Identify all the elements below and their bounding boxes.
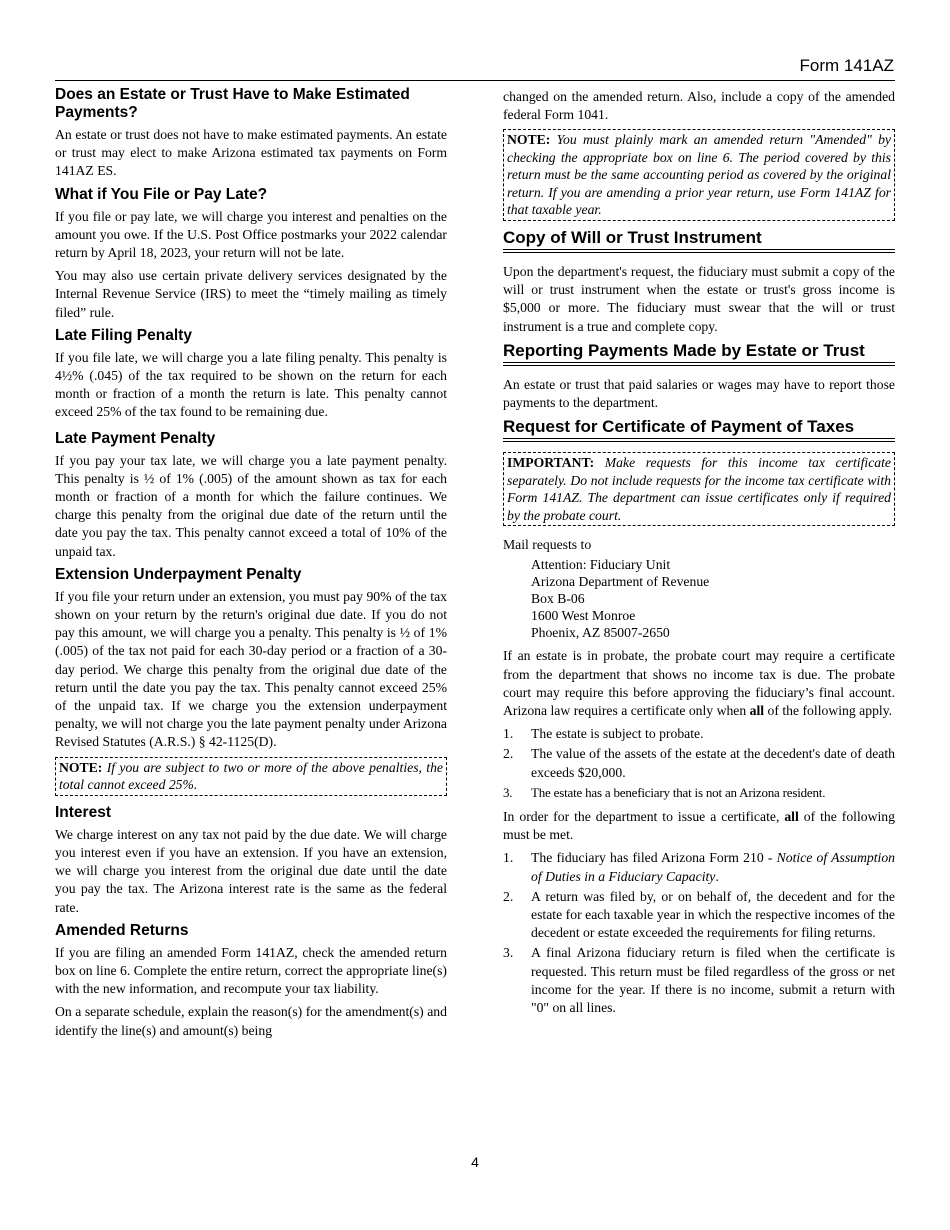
paragraph-reporting-payments: An estate or trust that paid salaries or wages may have to report those payments to the department.: [503, 376, 895, 410]
list-number: 1.: [503, 726, 514, 742]
probate-text-end: of the following apply.: [767, 702, 893, 718]
list-item: [503, 784, 895, 802]
mail-intro: Mail requests to: [503, 537, 592, 553]
list-number: 3.: [503, 784, 513, 800]
heading-amended-returns: Amended Returns: [55, 921, 189, 939]
address-line: 1600 West Monroe: [531, 608, 636, 624]
paragraph-probate: [503, 647, 895, 720]
note-label: NOTE:: [507, 132, 551, 148]
certificate-requirements-list: [503, 849, 895, 1017]
header-rule: [55, 80, 895, 81]
heading-file-or-pay-late: What if You File or Pay Late?: [55, 185, 268, 203]
list-item: [503, 849, 895, 885]
important-label: IMPORTANT:: [507, 455, 595, 471]
address-line: Attention: Fiduciary Unit: [531, 557, 671, 573]
heading-extension-underpayment-penalty: Extension Underpayment Penalty: [55, 565, 302, 583]
list-number: 1.: [503, 850, 514, 866]
form-title: Form 141AZ: [799, 56, 894, 75]
list-number: 2.: [503, 746, 514, 762]
address-line: Phoenix, AZ 85007-2650: [531, 625, 670, 641]
heading-copy-of-will: Copy of Will or Trust Instrument: [503, 229, 895, 253]
important-certificate-note: [503, 452, 895, 526]
note-text: You must plainly mark an amended return "Amended" by checking the appropriate box on line 6. The period covered by this return must be the same accounting period as covered by the original return. If you are amending a prior year return, use Form 141AZ for that taxable year.: [507, 132, 892, 218]
list-item: [503, 944, 895, 1017]
paragraph-certificate-requirements: [503, 808, 895, 844]
address-line: Box B-06: [531, 591, 585, 607]
paragraph-late-payment-penalty: If you pay your tax late, we will charge you a late payment penalty. This penalty is ½ of 1% (.005) of the amount shown as tax for each month or fraction of a month for which the failure continues. We charge this penalty from the original due date of the return until the date you pay the tax. This penalty cannot exceed a total of 10% of the unpaid tax.: [55, 452, 447, 559]
list-item-text: A return was filed by, or on behalf of, the decedent and for the estate for each taxable year in which the respective incomes of the decedent or estate exceeded the requirements for filing returns.: [531, 888, 895, 941]
heading-certificate-request: Request for Certificate of Payment of Taxes: [503, 418, 895, 442]
paragraph-copy-of-will: Upon the department's request, the fiduciary must submit a copy of the will or trust instrument when the estate or trust's gross income is $5,000 or more. The fiduciary must swear that the will or trust instrument is a true and complete copy.: [503, 263, 895, 334]
paragraph-amended-2: On a separate schedule, explain the reason(s) for the amendment(s) and identify the line(s) and amount(s) being: [55, 1004, 447, 1038]
heading-estimated-payments: Does an Estate or Trust Have to Make Estimated Payments?: [55, 86, 410, 121]
list-item-text: The fiduciary has filed Arizona Form 210 -: [531, 850, 773, 866]
paragraph-late-2: You may also use certain private delivery services designated by the Internal Revenue Service (IRS) to meet the “timely mailing as timely filed” rule.: [55, 268, 447, 320]
probate-conditions-list: [503, 725, 895, 802]
paragraph-late-1: If you file or pay late, we will charge you interest and penalties on the amount you owe. If the U.S. Post Office postmarks your 2022 calendar return by April 18, 2023, your return will not be late.: [55, 208, 447, 261]
list-item-text: The estate has a beneficiary that is not an Arizona resident.: [531, 784, 826, 800]
list-item-text: The estate is subject to probate.: [531, 726, 704, 742]
paragraph-interest: We charge interest on any tax not paid by the due date. We will charge you interest even if you have an extension. If you have an extension, we will charge you interest from the original due date until the date you pay the tax. The Arizona interest rate is the same as the federal rate.: [55, 826, 447, 915]
list-item-text-end: .: [715, 868, 719, 884]
list-number: 2.: [503, 888, 514, 904]
probate-text: If an estate is in probate, the probate court may require a certificate from the department that shows no income tax is due. The probate court may require this before approving the fiduciary’s final account. Arizona law requires a certificate only when: [503, 648, 895, 718]
paragraph-estimated-payments: An estate or trust does not have to make estimated payments. An estate or trust may elect to make Arizona estimated tax payments on Form 141AZ ES.: [55, 127, 447, 179]
requirements-text-end: of the following must be met.: [503, 808, 895, 843]
left-column: [55, 86, 447, 1045]
requirements-emphasis: all: [784, 808, 799, 824]
list-number: 3.: [503, 945, 514, 961]
heading-interest: Interest: [55, 803, 111, 821]
paragraph-late-filing-penalty: If you file late, we will charge you a late filing penalty. This penalty is 4½% (.045) of the tax required to be shown on the return for each month or fraction of a month the return is late. This penalty cannot exceed 25% of the tax found to be remaining due.: [55, 349, 447, 420]
page-number: 4: [471, 1154, 479, 1170]
address-line: Arizona Department of Revenue: [531, 574, 710, 590]
right-column: [503, 88, 895, 1023]
form-210-title: Notice of Assumption of Duties in a Fiduciary Capacity: [531, 850, 896, 884]
list-item-text: A final Arizona fiduciary return is filed when the certificate is requested. This return must be filed regardless of the gross or net income for the year. If there is no income, submit a return with "0" on all lines.: [531, 945, 895, 1015]
paragraph-amended-1: If you are filing an amended Form 141AZ, check the amended return box on line 6. Complete the entire return, correct the appropriate line(s) with the new information, and recompute your tax liability.: [55, 944, 447, 997]
list-item: [503, 745, 895, 781]
probate-emphasis: all: [749, 702, 765, 718]
heading-late-filing-penalty: Late Filing Penalty: [55, 326, 192, 344]
list-item-text: The value of the assets of the estate at the decedent's date of death exceeds $20,000.: [531, 746, 895, 780]
note-label: NOTE:: [59, 759, 103, 775]
note-amended-marking: [503, 129, 895, 221]
list-item: [503, 725, 895, 743]
heading-reporting-payments: Reporting Payments Made by Estate or Trust: [503, 342, 895, 366]
paragraph-amended-continued: changed on the amended return. Also, include a copy of the amended federal Form 1041.: [503, 89, 895, 123]
important-text: Make requests for this income tax certificate separately. Do not include requests for the income tax certificate with Form 141AZ. The department can issue certificates only if required by the probate court.: [507, 455, 891, 523]
note-penalties-cap: [55, 757, 447, 796]
list-item: [503, 888, 895, 943]
heading-late-payment-penalty: Late Payment Penalty: [55, 429, 216, 447]
mailing-address: [531, 556, 895, 641]
requirements-text: In order for the department to issue a certificate,: [503, 808, 780, 824]
paragraph-extension-underpayment-penalty: If you file your return under an extension, you must pay 90% of the tax shown on your return by the return's original due date. If you do not pay this amount, we will charge you a penalty. This penalty is ½ of 1% (.005) of the tax not paid for each 30-day period or a fraction of a 30-day period. We charge this penalty from the original due date of the return until the date you pay the tax. This penalty cannot exceed 25% of the unpaid tax. If we charge you the extension underpayment penalty, we will not charge you the late payment penalty under Arizona Revised Statutes (A.R.S.) § 42-1125(D).: [55, 588, 447, 750]
note-text: If you are subject to two or more of the above penalties, the total cannot exceed 25%.: [59, 759, 443, 793]
